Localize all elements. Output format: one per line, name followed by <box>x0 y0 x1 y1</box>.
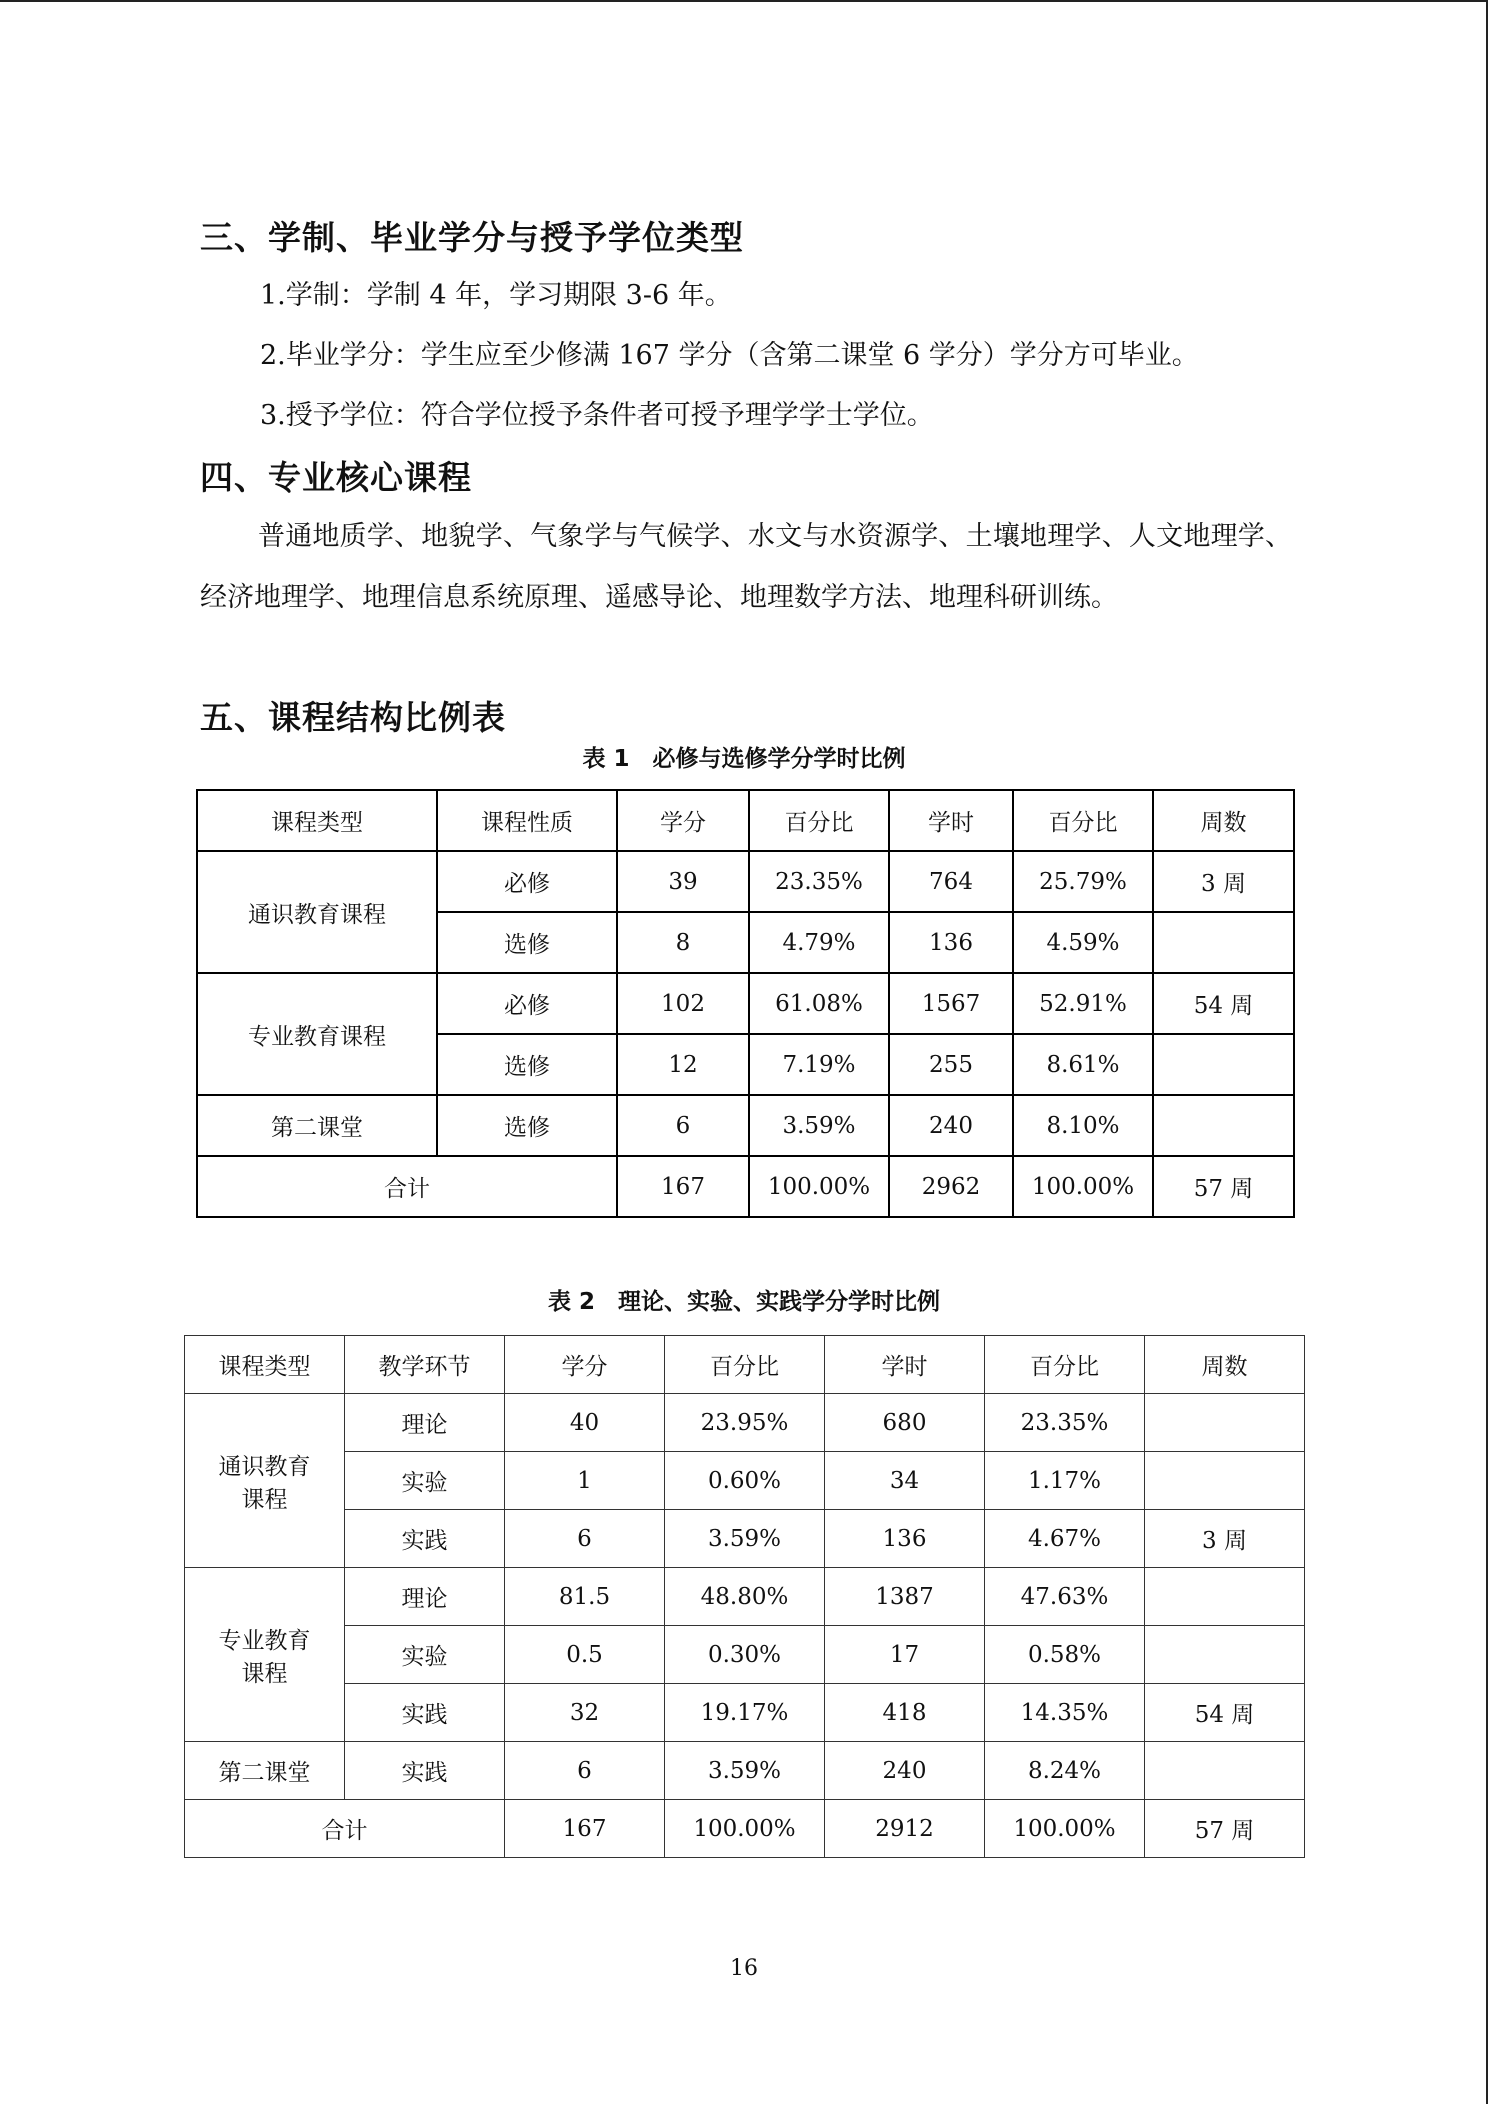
total-cell: 167 <box>505 1800 665 1858</box>
table-cell: 418 <box>825 1684 985 1742</box>
top-border-line <box>0 0 1488 2</box>
total-cell: 100.00% <box>749 1156 889 1217</box>
table-cell: 17 <box>825 1626 985 1684</box>
table-cell: 实验 <box>345 1452 505 1510</box>
header-cell: 教学环节 <box>345 1336 505 1394</box>
table-cell: 7.19% <box>749 1034 889 1095</box>
table-cell: 0.30% <box>665 1626 825 1684</box>
header-cell: 百分比 <box>749 790 889 851</box>
table-cell: 0.5 <box>505 1626 665 1684</box>
table-row <box>185 1626 1305 1684</box>
table-cell: 选修 <box>437 1034 617 1095</box>
table-cell: 54 周 <box>1153 973 1294 1034</box>
table-cell: 实践 <box>345 1510 505 1568</box>
header-cell: 周数 <box>1145 1336 1305 1394</box>
total-label-cell: 合计 <box>185 1800 505 1858</box>
table-cell: 8.24% <box>985 1742 1145 1800</box>
table-cell: 680 <box>825 1394 985 1452</box>
table-cell: 必修 <box>437 973 617 1034</box>
table-2-caption: 表 2 理论、实验、实践学分学时比例 <box>547 1289 940 1315</box>
section-3-item-3: 3.授予学位：符合学位授予条件者可授予理学学士学位。 <box>260 400 934 431</box>
table-1-caption: 表 1 必修与选修学分学时比例 <box>582 746 906 772</box>
table-row <box>185 1568 1305 1626</box>
group-label-line-2: 课程 <box>241 1660 288 1687</box>
table-row <box>185 1394 1305 1452</box>
table-cell: 0.60% <box>665 1452 825 1510</box>
total-cell: 57 周 <box>1153 1156 1294 1217</box>
table-row <box>197 851 1294 912</box>
section-3-heading: 三、学制、毕业学分与授予学位类型 <box>200 218 744 257</box>
table-cell: 48.80% <box>665 1568 825 1626</box>
table-cell: 40 <box>505 1394 665 1452</box>
group-cell <box>185 1394 345 1568</box>
total-cell: 57 周 <box>1145 1800 1305 1858</box>
group-cell: 通识教育课程 <box>197 851 437 973</box>
table-cell: 240 <box>889 1095 1013 1156</box>
table-cell: 理论 <box>345 1568 505 1626</box>
table-cell: 19.17% <box>665 1684 825 1742</box>
table-cell: 实验 <box>345 1626 505 1684</box>
table-cell: 理论 <box>345 1394 505 1452</box>
total-label-cell: 合计 <box>197 1156 617 1217</box>
table-cell: 136 <box>889 912 1013 973</box>
table-cell: 选修 <box>437 1095 617 1156</box>
table-cell: 6 <box>505 1510 665 1568</box>
table-cell: 102 <box>617 973 749 1034</box>
table-total-row <box>197 1156 1294 1217</box>
total-cell: 2912 <box>825 1800 985 1858</box>
table-row <box>197 1095 1294 1156</box>
table-cell: 实践 <box>345 1684 505 1742</box>
table-cell: 8.61% <box>1013 1034 1153 1095</box>
table-row <box>185 1452 1305 1510</box>
header-cell: 学时 <box>825 1336 985 1394</box>
section-5-heading: 五、课程结构比例表 <box>200 698 506 737</box>
table-cell: 52.91% <box>1013 973 1153 1034</box>
table-cell: 255 <box>889 1034 1013 1095</box>
total-cell: 2962 <box>889 1156 1013 1217</box>
group-cell <box>185 1568 345 1742</box>
table-cell <box>1145 1742 1305 1800</box>
table-cell <box>1145 1394 1305 1452</box>
table-cell <box>1145 1568 1305 1626</box>
table-cell: 81.5 <box>505 1568 665 1626</box>
table-cell <box>1153 912 1294 973</box>
section-3-item-2: 2.毕业学分：学生应至少修满 167 学分（含第二课堂 6 学分）学分方可毕业。 <box>260 340 1199 371</box>
group-label-line-1: 专业教育 <box>218 1627 311 1654</box>
table-cell: 4.79% <box>749 912 889 973</box>
table-cell: 61.08% <box>749 973 889 1034</box>
total-cell: 100.00% <box>665 1800 825 1858</box>
table-cell: 6 <box>617 1095 749 1156</box>
header-cell: 课程类型 <box>197 790 437 851</box>
table-row <box>185 1684 1305 1742</box>
table-cell: 3.59% <box>665 1742 825 1800</box>
header-cell: 学分 <box>617 790 749 851</box>
table-cell: 136 <box>825 1510 985 1568</box>
table-cell: 3 周 <box>1145 1510 1305 1568</box>
table-row <box>197 973 1294 1034</box>
table-row <box>185 1510 1305 1568</box>
table-cell: 23.35% <box>985 1394 1145 1452</box>
total-cell: 100.00% <box>985 1800 1145 1858</box>
table-cell: 3.59% <box>749 1095 889 1156</box>
header-cell: 学分 <box>505 1336 665 1394</box>
total-cell: 100.00% <box>1013 1156 1153 1217</box>
table-total-row <box>185 1800 1305 1858</box>
table-cell: 12 <box>617 1034 749 1095</box>
table-cell: 1.17% <box>985 1452 1145 1510</box>
table-cell: 14.35% <box>985 1684 1145 1742</box>
table-cell: 4.67% <box>985 1510 1145 1568</box>
table-cell: 8.10% <box>1013 1095 1153 1156</box>
header-cell: 百分比 <box>985 1336 1145 1394</box>
section-4-heading: 四、专业核心课程 <box>200 458 472 497</box>
total-cell: 167 <box>617 1156 749 1217</box>
table-cell: 实践 <box>345 1742 505 1800</box>
header-cell: 学时 <box>889 790 1013 851</box>
table-cell: 必修 <box>437 851 617 912</box>
table-row <box>197 790 1294 851</box>
header-cell: 百分比 <box>665 1336 825 1394</box>
table-cell: 39 <box>617 851 749 912</box>
table-cell <box>1153 1034 1294 1095</box>
table-cell: 3 周 <box>1153 851 1294 912</box>
group-label-line-2: 课程 <box>241 1486 288 1513</box>
table-row <box>185 1336 1305 1394</box>
table-cell: 3.59% <box>665 1510 825 1568</box>
table-cell: 4.59% <box>1013 912 1153 973</box>
table-cell: 1567 <box>889 973 1013 1034</box>
table-cell: 32 <box>505 1684 665 1742</box>
table-cell: 8 <box>617 912 749 973</box>
table-cell <box>1145 1452 1305 1510</box>
group-cell: 专业教育课程 <box>197 973 437 1095</box>
table-cell: 240 <box>825 1742 985 1800</box>
header-cell: 课程性质 <box>437 790 617 851</box>
table-2 <box>184 1335 1305 1858</box>
section-4-course-list: 普通地质学、地貌学、气象学与气候学、水文与水资源学、土壤地理学、人文地理学、经济地理学、地理信息系统原理、遥感导论、地理数学方法、地理科研训练。 <box>200 521 1292 613</box>
table-cell: 6 <box>505 1742 665 1800</box>
table-cell: 47.63% <box>985 1568 1145 1626</box>
table-cell <box>1145 1626 1305 1684</box>
group-cell: 第二课堂 <box>185 1742 345 1800</box>
table-cell: 23.95% <box>665 1394 825 1452</box>
table-cell: 23.35% <box>749 851 889 912</box>
table-cell: 764 <box>889 851 1013 912</box>
table-cell <box>1153 1095 1294 1156</box>
table-1 <box>196 789 1295 1218</box>
table-row <box>185 1742 1305 1800</box>
page-number: 16 <box>730 1956 758 1981</box>
group-cell: 第二课堂 <box>197 1095 437 1156</box>
group-label-line-1: 通识教育 <box>218 1453 311 1480</box>
section-3-item-1: 1.学制：学制 4 年，学习期限 3-6 年。 <box>260 280 732 311</box>
table-cell: 54 周 <box>1145 1684 1305 1742</box>
table-cell: 25.79% <box>1013 851 1153 912</box>
table-cell: 选修 <box>437 912 617 973</box>
table-cell: 0.58% <box>985 1626 1145 1684</box>
header-cell: 课程类型 <box>185 1336 345 1394</box>
header-cell: 周数 <box>1153 790 1294 851</box>
header-cell: 百分比 <box>1013 790 1153 851</box>
table-cell: 1 <box>505 1452 665 1510</box>
table-cell: 34 <box>825 1452 985 1510</box>
table-cell: 1387 <box>825 1568 985 1626</box>
